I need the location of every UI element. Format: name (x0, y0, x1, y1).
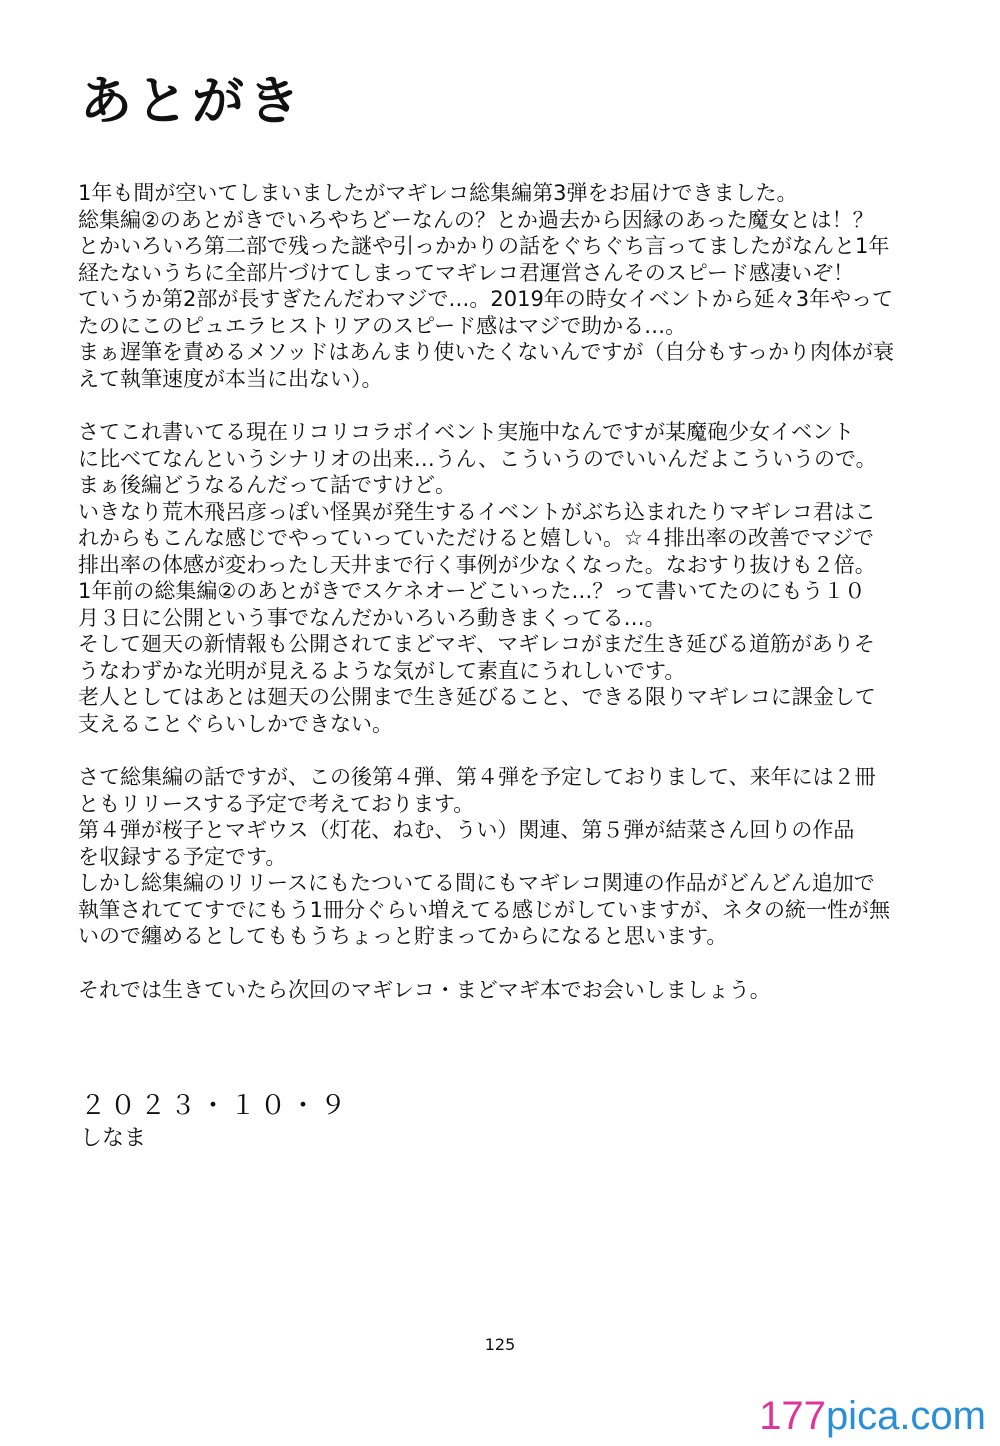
afterword-body (78, 180, 948, 1030)
text-line: そして廻天の新情報も公開されてまどマギ、マギレコがまだ生き延びる道筋がありそ (78, 632, 875, 656)
paragraph (78, 764, 948, 950)
paragraph (78, 977, 948, 1004)
watermark-logo (759, 1393, 986, 1439)
text-line: まぁ遅筆を責めるメソッドはあんまり使いたくないんですが（自分もすっかり肉体が衰 (78, 340, 895, 364)
text-line: 経たないうちに全部片づけてしまってマギレコ君運営さんそのスピード感凄いぞ！ (78, 260, 854, 285)
text-line: に比べてなんというシナリオの出来…うん、こういうのでいいんだよこういうので。 (78, 446, 877, 471)
text-line: 支えることぐらいしかできない。 (78, 711, 393, 736)
text-line: 第４弾が桜子とマギウス（灯花、ねむ、うい）関連、第５弾が結菜さん回りの作品 (78, 818, 855, 842)
author-name: しなま (80, 1126, 147, 1151)
watermark-part-b: pica.com (825, 1394, 986, 1438)
text-line: それでは生きていたら次回のマギレコ・まどマギ本でお会いしましょう。 (78, 977, 771, 1002)
text-line: 排出率の体感が変わったし天井まで行く事例が少なくなった。なおすり抜けも２倍。 (78, 552, 876, 577)
paragraph (78, 419, 948, 737)
text-line: 執筆されててすでにもう1冊分ぐらい増えてる感じがしていますが、ネタの統一性が無 (78, 897, 890, 922)
text-line: たのにこのピュエラヒストリアのスピード感はマジで助かる…。 (78, 313, 687, 338)
text-line: ともリリースする予定で考えております。 (78, 791, 475, 816)
text-line: えて執筆速度が本当に出ない）。 (78, 366, 383, 391)
text-line: 総集編②のあとがきでいろやちどーなんの？とか過去から因縁のあった魔女とは！？ (78, 207, 874, 232)
text-line: しかし総集編のリリースにもたついてる間にもマギレコ関連の作品がどんどん追加で (78, 871, 875, 895)
text-line: れからもこんな感じでやっていっていただけると嬉しい。☆４排出率の改善でマジで (78, 526, 874, 550)
text-line: 1年も間が空いてしまいましたがマギレコ総集編第3弾をお届けできました。 (78, 181, 798, 205)
text-line: とかいろいろ第二部で残った謎や引っかかりの話をぐちぐち言ってましたがなんと1年 (78, 234, 890, 258)
text-line: さてこれ書いてる現在リコリコラボイベント実施中なんですが某魔砲少女イベント (78, 420, 855, 444)
date-line: ２０２３・１０・９ (80, 1091, 351, 1121)
text-line: いので纏めるとしてももうちょっと貯まってからになると思います。 (78, 924, 728, 948)
page-number: 125 (484, 1335, 516, 1354)
text-line: ていうか第2部が長すぎたんだわマジで…。2019年の時女イベントから延々3年やって (78, 287, 894, 311)
text-line: 1年前の総集編②のあとがきでスケネオーどこいった…？って書いてたのにもう１０ (78, 579, 866, 603)
page-title: あとがき (80, 72, 305, 132)
text-line: いきなり荒木飛呂彦っぽい怪異が発生するイベントがぶち込まれたりマギレコ君はこ (78, 499, 876, 524)
text-line: さて総集編の話ですが、この後第４弾、第４弾を予定しておりまして、来年には２冊 (78, 765, 876, 789)
text-line: 月３日に公開という事でなんだかいろいろ動きまくってる…。 (78, 605, 666, 630)
text-line: うなわずかな光明が見えるような気がして素直にうれしいです。 (78, 658, 686, 683)
paragraph (78, 180, 948, 392)
text-line: を収録する予定です。 (78, 844, 287, 869)
text-line: 老人としてはあとは廻天の公開まで生き延びること、できる限りマギレコに課金して (78, 685, 876, 709)
watermark-part-a: 177 (759, 1394, 826, 1438)
text-line: まぁ後編どうなるんだって話ですけど。 (78, 473, 456, 497)
